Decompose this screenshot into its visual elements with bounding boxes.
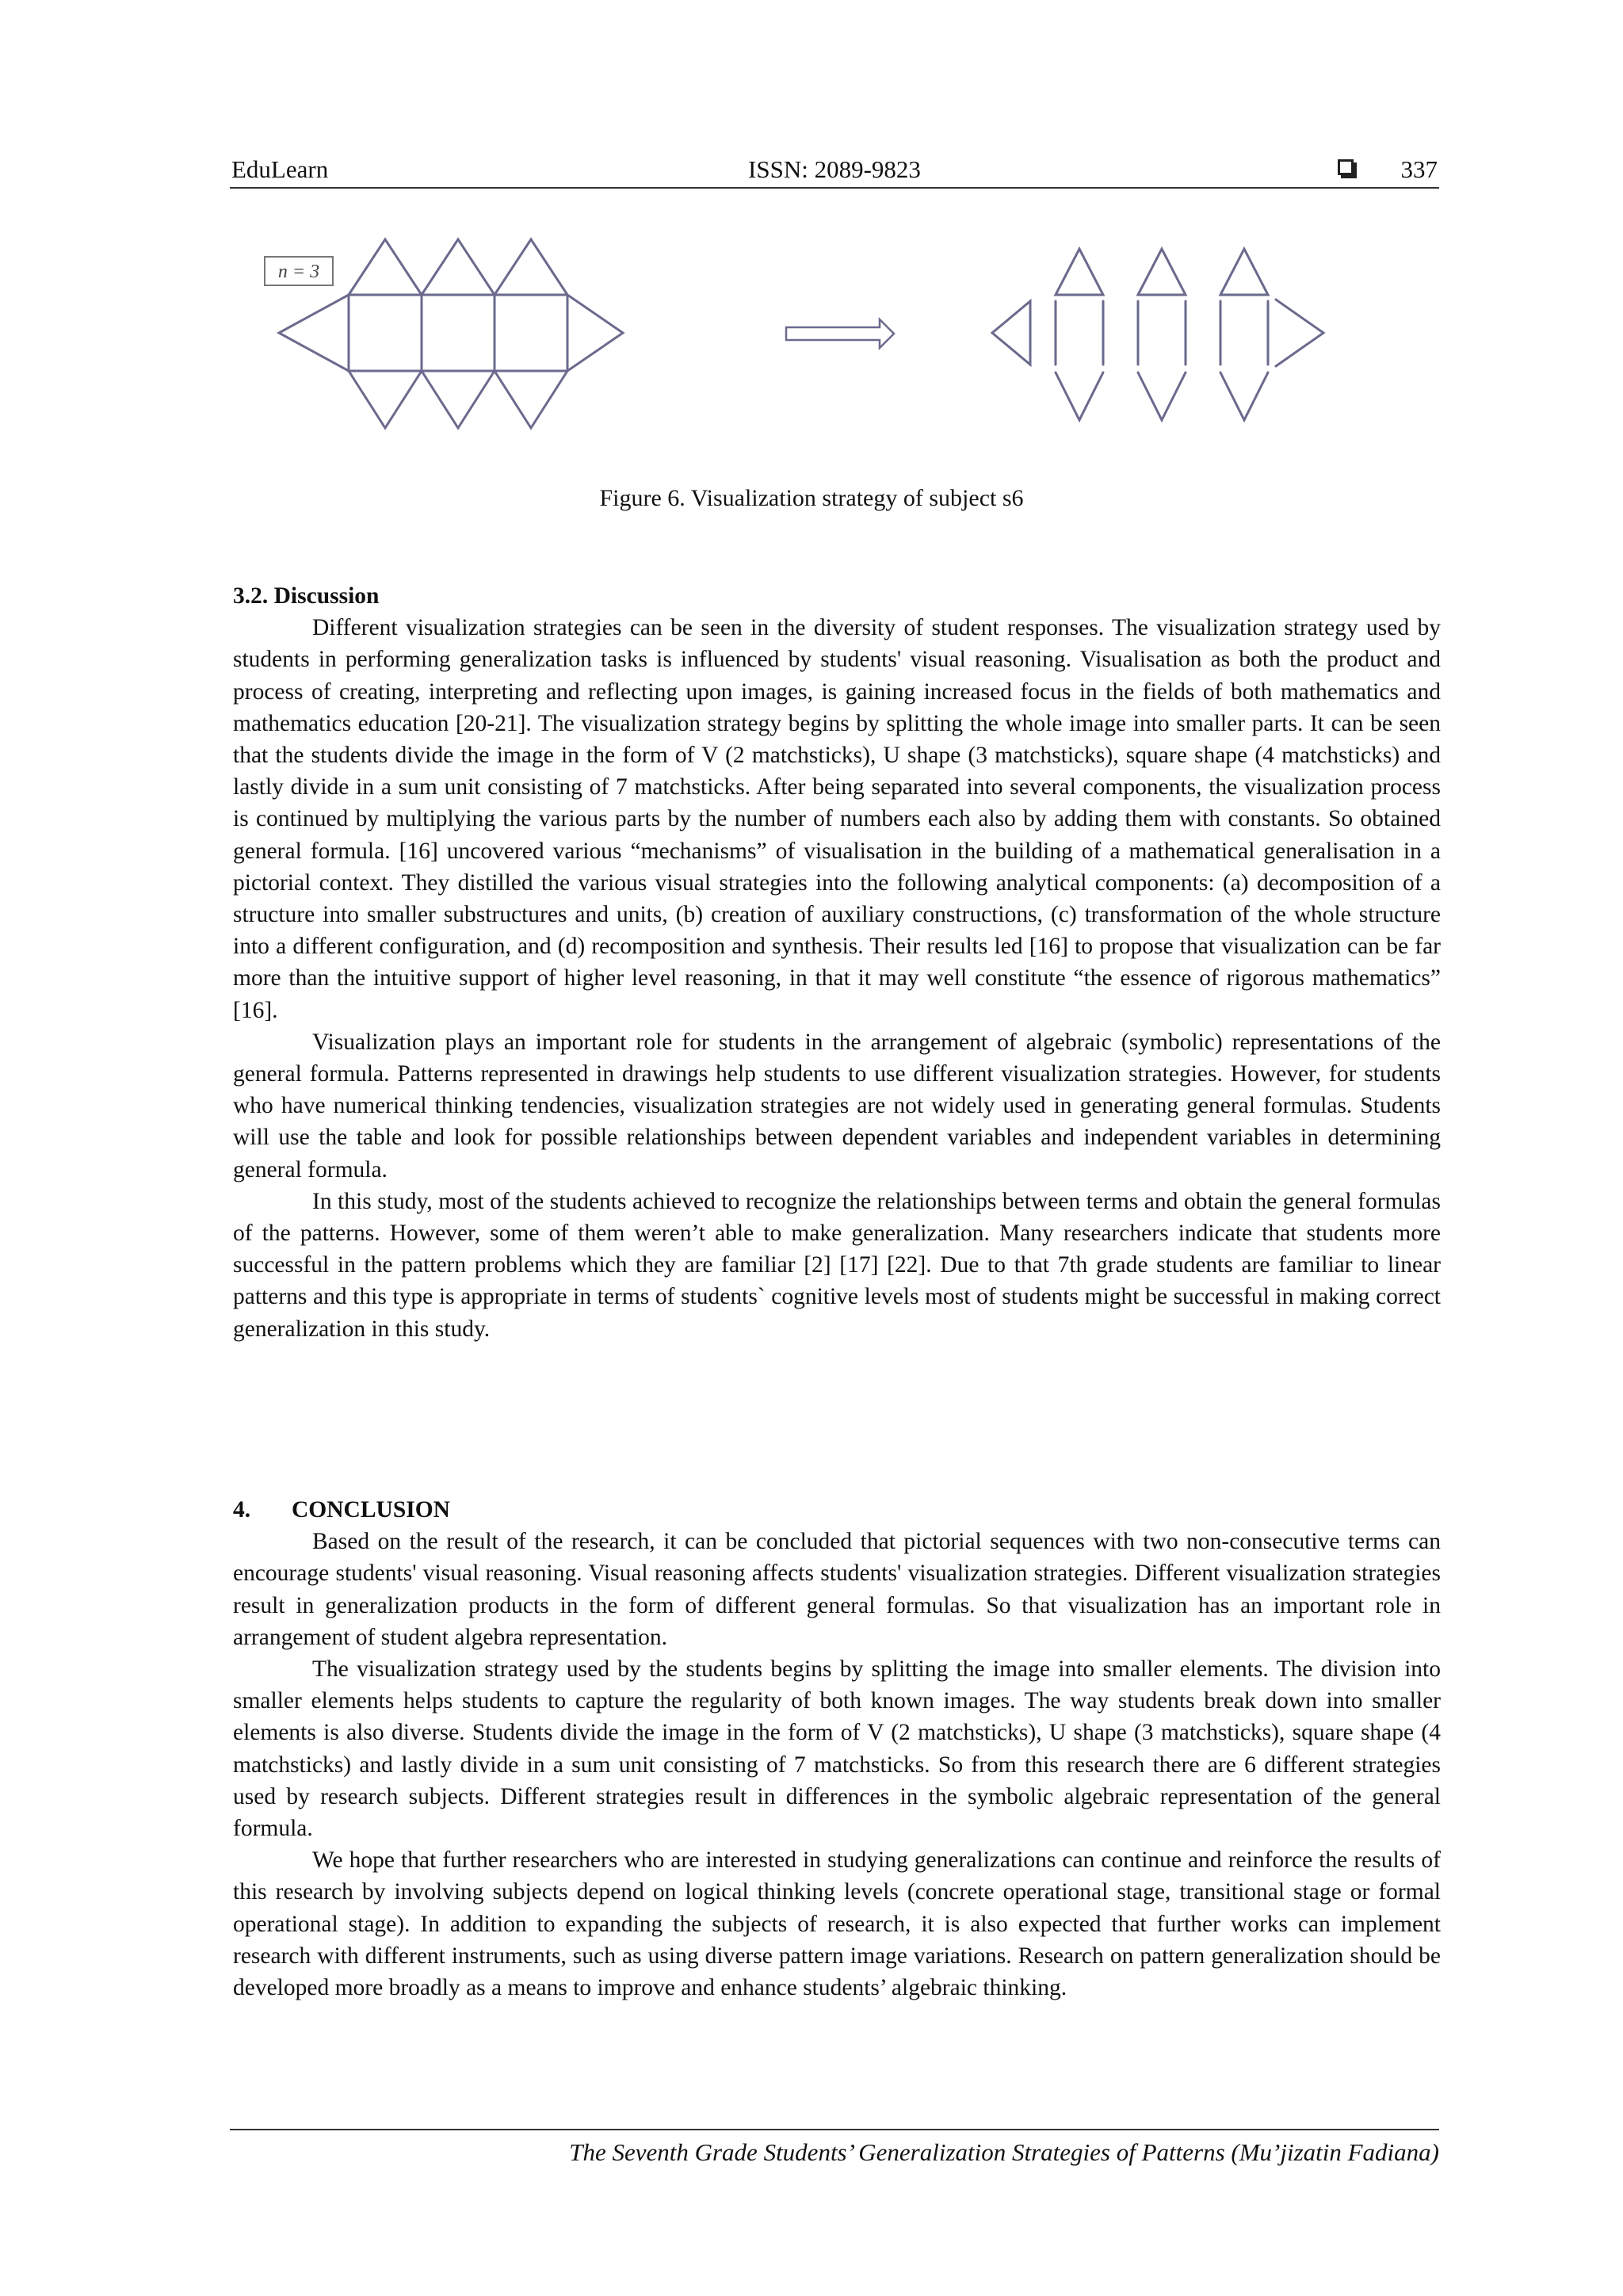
figure-6-matchstick-diagram: [254, 230, 1426, 460]
piece-bottom-v-3: [1220, 372, 1268, 420]
journal-name: EduLearn: [231, 155, 329, 183]
paragraph: In this study, most of the students achieved to recognize the relationships between terms and obtain the general formulas of the patterns. However, some of them weren’t able to make generalization. Many researchers indicate that students more successful in the pattern problems which they are familiar [2] [17] [22]. Due to that 7th grade students are familiar to linear patterns and this type is appropriate in terms of students` cognitive levels most of students might be successful in making correct generalization in this study.: [233, 1188, 1441, 1342]
piece-square-2: [1138, 301, 1186, 365]
section-heading: 3.2. Discussion: [233, 583, 380, 609]
page-header: [230, 152, 1439, 189]
section-4-conclusion: [233, 1494, 1441, 2004]
right-triangle: [567, 295, 623, 371]
issn: ISSN: 2089-9823: [748, 155, 921, 183]
page-footer-running-title: The Seventh Grade Students’ Generalization Strategies of Patterns (Mu’jizatin Fadiana): [230, 2129, 1439, 2167]
section-3-2-discussion: [233, 580, 1441, 1345]
square-bullet-icon: [1338, 159, 1354, 175]
figure-caption: Figure 6. Visualization strategy of subject s6: [599, 485, 1024, 511]
square-row: [349, 295, 567, 371]
piece-top-triangle-2: [1138, 249, 1186, 295]
left-triangle: [279, 295, 349, 371]
bottom-triangle-2: [422, 371, 495, 428]
section-number: 4.: [233, 1497, 251, 1522]
paragraph: We hope that further researchers who are interested in studying generalizations can continue and reinforce the results of this research by involving subjects depend on logical thinking levels (concrete operational stage, transitional stage or formal operational stage). In addition to expanding the subjects of research, it is also expected that further works can implement research with different instruments, such as using diverse pattern image variations. Research on pattern generalization should be developed more broadly as a means to improve and enhance students’ algebraic thinking.: [233, 1847, 1441, 2001]
n-label: n = 3: [277, 262, 320, 282]
paragraph: The visualization strategy used by the students begins by splitting the image into smaller elements. The division into smaller elements helps students to capture the regularity of both known images. The way students break down into smaller elements is also diverse. Students divide the image in the form of V (2 matchsticks), U shape (3 matchsticks), square shape (4 matchsticks) and lastly divide in a sum unit consisting of 7 matchsticks. So from this research there are 6 different strategies used by research subjects. Different strategies result in differences in the symbolic algebraic representation of the general formula.: [233, 1656, 1441, 1842]
bottom-triangle-3: [495, 371, 567, 428]
original-pattern: [279, 239, 623, 428]
piece-square-3: [1220, 301, 1268, 365]
section-heading: [233, 1494, 1441, 1526]
piece-top-triangle-3: [1220, 249, 1268, 295]
piece-left-triangle: [992, 301, 1030, 365]
piece-top-triangle-1: [1056, 249, 1103, 295]
top-triangle-1: [349, 239, 422, 295]
section-title: CONCLUSION: [292, 1497, 450, 1522]
top-triangle-3: [495, 239, 567, 295]
arrow-icon: [786, 319, 894, 348]
paragraph: Visualization plays an important role for students in the arrangement of algebraic (symbolic) representations of the general formula. Patterns represented in drawings help students to use different visualization strategies. However, for students who have numerical thinking tendencies, visualization strategies are not widely used in generating general formulas. Students will use the table and look for possible relationships between dependent variables and independent variables in determining general formula.: [233, 1029, 1441, 1182]
decomposed-pattern: [992, 249, 1323, 420]
paragraph: Different visualization strategies can be seen in the diversity of student responses. The visualization strategy used by students in performing generalization tasks is influenced by students' visual reasoning. Visualisation as both the product and process of creating, interpreting and reflecting upon images, is gaining increased focus in the fields of both mathematics and mathematics education [20-21]. The visualization strategy begins by splitting the whole image into smaller parts. It can be seen that the students divide the image in the form of V (2 matchsticks), U shape (3 matchsticks), square shape (4 matchsticks) and lastly divide in a sum unit consisting of 7 matchsticks. After being separated into several components, the visualization process is continued by multiplying the various parts by the number of numbers each also by adding them with constants. So obtained general formula. [16] uncovered various “mechanisms” of visualisation in the building of a mathematical generalisation in a pictorial context. They distilled the various visual strategies into the following analytical components: (a) decomposition of a structure into smaller substructures and units, (b) creation of auxiliary constructions, (c) transformation of the whole structure into a different configuration, and (d) recomposition and synthesis. Their results led [16] to propose that visualization can be far more than the intuitive support of higher level reasoning, in that it may well constitute “the essence of rigorous mathematics” [16].: [233, 615, 1441, 1023]
bottom-triangle-1: [349, 371, 422, 428]
page-number: 337: [1400, 155, 1438, 183]
piece-square-1: [1056, 301, 1103, 365]
top-triangle-2: [422, 239, 495, 295]
paragraph: Based on the result of the research, it can be concluded that pictorial sequences with two non-consecutive terms can encourage students' visual reasoning. Visual reasoning affects students' visualization strategies. Different visualization strategies result in generalization products in the form of different general formulas. So that visualization has an important role in arrangement of student algebra representation.: [233, 1529, 1441, 1650]
piece-right-v: [1276, 300, 1323, 366]
piece-bottom-v-1: [1056, 372, 1103, 420]
piece-bottom-v-2: [1138, 372, 1186, 420]
